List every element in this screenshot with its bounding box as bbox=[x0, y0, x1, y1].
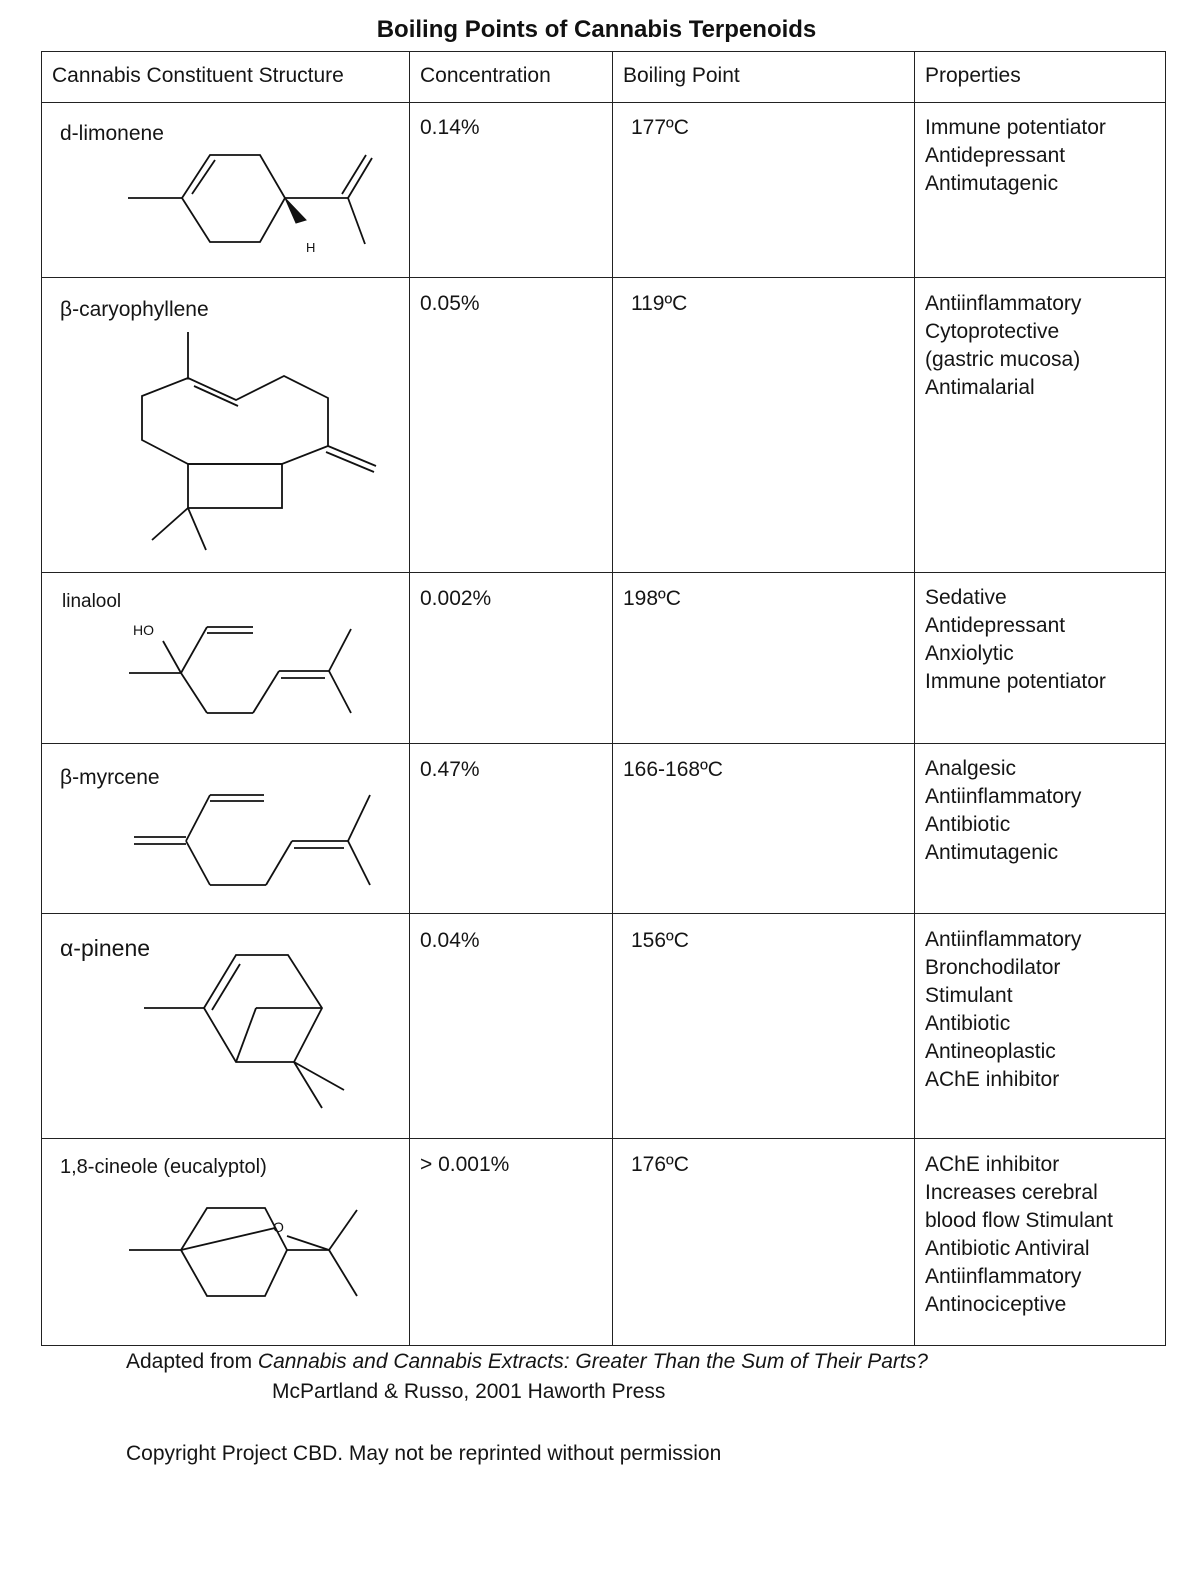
boiling-point-value: 176ºC bbox=[631, 1153, 689, 1176]
property-item: Antibiotic bbox=[925, 1012, 1011, 1035]
properties-list bbox=[925, 114, 1106, 198]
boiling-point-value: 119ºC bbox=[631, 292, 688, 315]
compound-name: α-pinene bbox=[60, 935, 151, 961]
concentration-value: 0.04% bbox=[420, 929, 480, 952]
property-item: Immune potentiator bbox=[925, 116, 1106, 139]
property-item: Antiinflammatory bbox=[925, 928, 1082, 951]
column-divider bbox=[914, 51, 915, 1346]
property-item: blood flow Stimulant bbox=[925, 1209, 1113, 1232]
properties-list bbox=[925, 755, 1081, 867]
concentration-value: 0.05% bbox=[420, 292, 480, 315]
row-divider bbox=[41, 277, 1166, 278]
property-item: Antiinflammatory bbox=[925, 1265, 1082, 1288]
properties-list bbox=[925, 926, 1081, 1094]
property-item: Antinociceptive bbox=[925, 1293, 1067, 1316]
boiling-point-value: 166-168ºC bbox=[623, 758, 723, 781]
property-item: Antibiotic bbox=[925, 813, 1011, 836]
header-boiling-point: Boiling Point bbox=[623, 64, 740, 87]
source-citation bbox=[126, 1350, 928, 1374]
properties-list bbox=[925, 584, 1106, 696]
header-properties: Properties bbox=[925, 64, 1021, 87]
property-item: Increases cerebral bbox=[925, 1181, 1098, 1204]
citation-prefix: Adapted from bbox=[126, 1350, 258, 1373]
property-item: Sedative bbox=[925, 586, 1007, 609]
compound-name: linalool bbox=[62, 591, 122, 612]
cineole-structure bbox=[125, 1200, 375, 1305]
row-divider bbox=[41, 743, 1166, 744]
property-item: Antimutagenic bbox=[925, 841, 1059, 864]
d-limonene-structure bbox=[120, 150, 380, 260]
linalool-structure bbox=[125, 615, 365, 720]
property-item: Cytoprotective bbox=[925, 320, 1060, 343]
copyright-notice: Copyright Project CBD. May not be reprinted without permission bbox=[126, 1442, 722, 1465]
source-credit: McPartland & Russo, 2001 Haworth Press bbox=[272, 1380, 666, 1403]
compound-name: 1,8-cineole (eucalyptol) bbox=[60, 1156, 267, 1178]
property-item: (gastric mucosa) bbox=[925, 348, 1081, 371]
concentration-value: 0.47% bbox=[420, 758, 480, 781]
property-item: Antimutagenic bbox=[925, 172, 1059, 195]
alpha-pinene-structure bbox=[140, 950, 360, 1120]
svg-text:O: O bbox=[273, 1219, 284, 1235]
property-item: Immune potentiator bbox=[925, 670, 1106, 693]
source-title: Cannabis and Cannabis Extracts: Greater Than the Sum of Their Parts? bbox=[257, 1350, 928, 1373]
compound-name: β-myrcene bbox=[60, 766, 160, 789]
row-divider bbox=[41, 102, 1166, 103]
properties-list bbox=[925, 290, 1081, 402]
svg-text:H: H bbox=[306, 240, 316, 255]
row-divider bbox=[41, 1138, 1166, 1139]
concentration-value: 0.002% bbox=[420, 587, 492, 610]
boiling-point-value: 177ºC bbox=[631, 116, 689, 139]
compound-name: d-limonene bbox=[60, 122, 164, 145]
property-item: Antibiotic Antiviral bbox=[925, 1237, 1090, 1260]
boiling-point-value: 156ºC bbox=[631, 929, 689, 952]
concentration-value: 0.14% bbox=[420, 116, 480, 139]
property-item: Antineoplastic bbox=[925, 1040, 1056, 1063]
header-concentration: Concentration bbox=[420, 64, 551, 87]
compound-name: β-caryophyllene bbox=[60, 298, 209, 321]
property-item: Bronchodilator bbox=[925, 956, 1061, 979]
column-divider bbox=[409, 51, 410, 1346]
property-item: Anxiolytic bbox=[925, 642, 1014, 665]
property-item: Antidepressant bbox=[925, 614, 1066, 637]
properties-list bbox=[925, 1151, 1113, 1319]
beta-caryophyllene-structure bbox=[130, 328, 390, 558]
boiling-point-value: 198ºC bbox=[623, 587, 681, 610]
svg-text:HO: HO bbox=[133, 622, 154, 638]
property-item: Stimulant bbox=[925, 984, 1013, 1007]
beta-myrcene-structure bbox=[130, 785, 380, 890]
property-item: Antimalarial bbox=[925, 376, 1035, 399]
property-item: AChE inhibitor bbox=[925, 1153, 1060, 1176]
property-item: Antidepressant bbox=[925, 144, 1066, 167]
property-item: Antiinflammatory bbox=[925, 785, 1082, 808]
property-item: Analgesic bbox=[925, 757, 1017, 780]
property-item: AChE inhibitor bbox=[925, 1068, 1060, 1091]
property-item: Antiinflammatory bbox=[925, 292, 1082, 315]
header-structure: Cannabis Constituent Structure bbox=[52, 64, 344, 87]
concentration-value: > 0.001% bbox=[420, 1153, 510, 1176]
row-divider bbox=[41, 913, 1166, 914]
column-divider bbox=[612, 51, 613, 1346]
page-title: Boiling Points of Cannabis Terpenoids bbox=[376, 16, 817, 43]
row-divider bbox=[41, 572, 1166, 573]
